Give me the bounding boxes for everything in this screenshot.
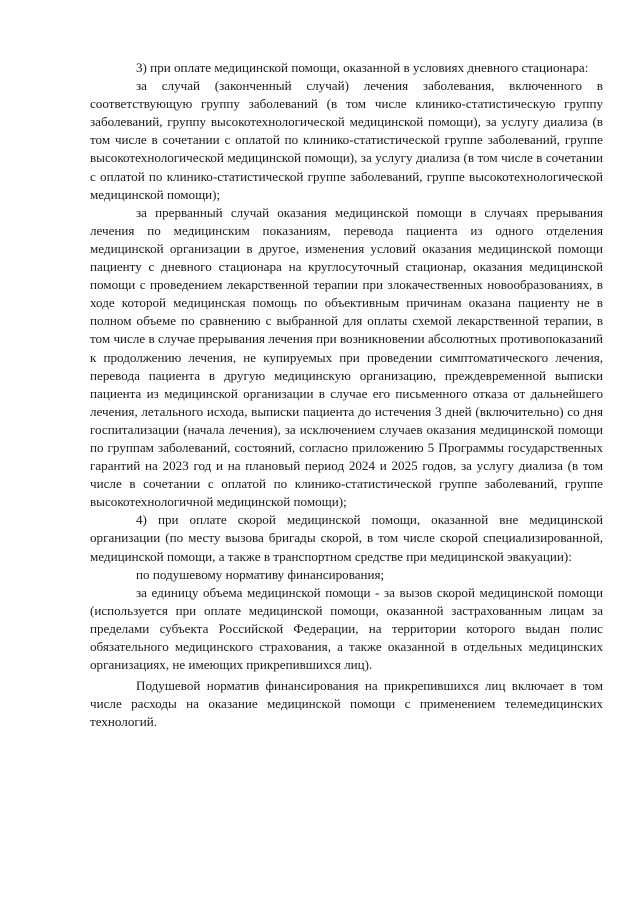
paragraph-interrupted-case: за прерванный случай оказания медицинской помощи в случаях прерывания лечения по медицинским показаниям, перевода пациента из одного отделения медицинской организации в другое, изменения условий оказания медицинской помощи пациенту с дневного стационара на круглосуточный стационар, оказания медицинской помощи с проведением лекарственной терапии при злокачественных новообразованиях, в ходе которой медицинская помощь по объективным причинам оказана пациенту не в полном объеме по сравнению с выбранной для оплаты схемой лекарственной терапии, в том числе в случае прерывания лечения при возникновении абсолютных противопоказаний к продолжению лечения, не купируемых при проведении симптоматического лечения, перевода пациента в другую медицинскую организацию, преждевременной выписки пациента из медицинской организации в случае его письменного отказа от дальнейшего лечения, летального исхода, выписки пациента до истечения 3 дней (включительно) со дня госпитализации (начала лечения), за исключением случаев оказания медицинской помощи по группам заболеваний, состояний, согласно приложению 5 Программы государственных гарантий на 2023 год и на плановый период 2024 и 2025 годов, за услугу диализа (в том числе в сочетании с оплатой по клинико-статистической группе заболеваний, группе высокотехнологичной медицинской помощи); — [90, 204, 603, 510]
paragraph-completed-case: за случай (законченный случай) лечения заболевания, включенного в соответствующую группу заболеваний (в том числе клинико-статистическую группу заболеваний, группу высокотехнологической медицинской помощи), за услугу диализа (в том числе в сочетании с оплатой по клинико-статистической группе заболеваний, группе высокотехнологической медицинской помощи), за услугу диализа (в том числе в сочетании с оплатой по клинико-статистической группе заболеваний, группе высокотехнологической медицинской помощи); — [90, 78, 603, 202]
paragraph-ambulance-heading: 4) при оплате скорой медицинской помощи, оказанной вне медицинской организации (по месту вызова бригады скорой, в том числе скорой специализированной, медицинской помощи, а также в транспортном средстве при медицинской эвакуации): — [90, 512, 603, 564]
paragraph-per-capita: по подушевому нормативу финансирования; — [136, 566, 385, 582]
paragraph-day-hospital-heading: 3) при оплате медицинской помощи, оказанной в условиях дневного стационара: — [136, 60, 589, 75]
paragraph-unit-of-volume: за единицу объема медицинской помощи - за вызов скорой медицинской помощи (используется при оплате медицинской помощи, оказанной застрахованным лицам за пределами субъекта Российской Федерации, на территории которого выдан полис обязательного медицинского страхования, а также оказанной в отдельных медицинских организациях, не имеющих прикрепившихся лиц). — [90, 584, 603, 673]
paragraph-telemedicine: Подушевой норматив финансирования на прикрепившихся лиц включает в том числе расходы на оказание медицинской помощи с применением телемедицинских технологий. — [90, 678, 603, 730]
